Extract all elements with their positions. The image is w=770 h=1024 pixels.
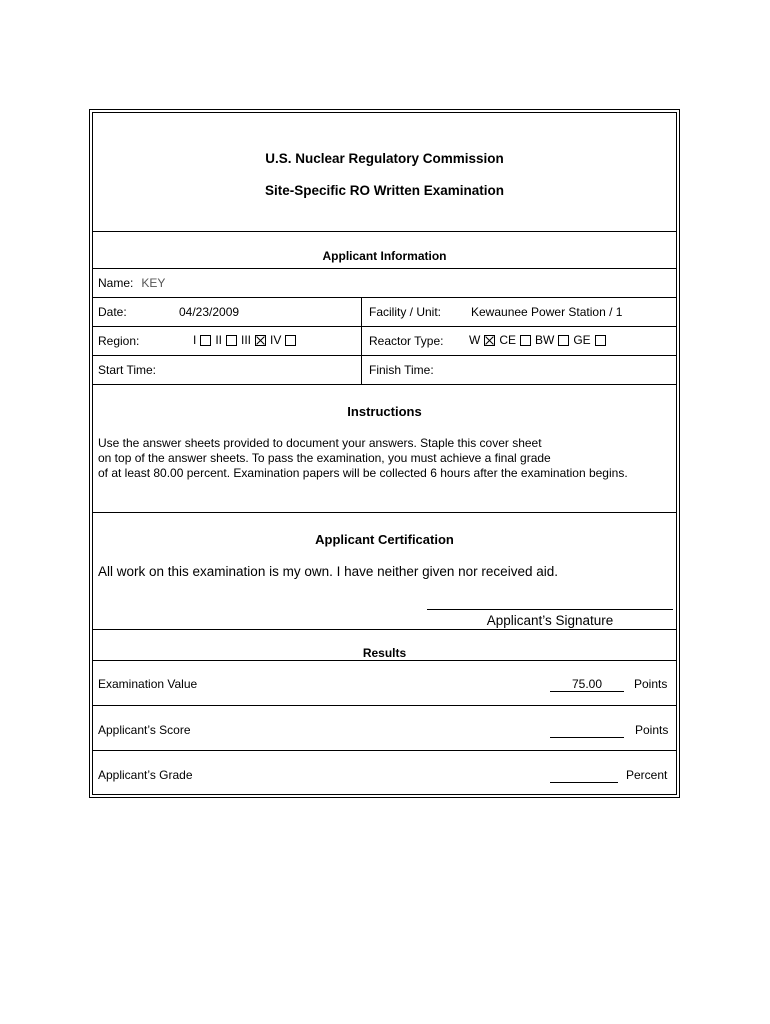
start-time-label: Start Time: [98,363,157,377]
region-iii-label: III [241,333,252,347]
region-i-label: I [193,333,197,347]
name-row [98,276,165,290]
reactor-type-options [469,333,610,347]
instructions-text [98,436,628,481]
exam-cover-sheet [89,109,680,798]
form-inner-border [92,112,677,795]
signature-line[interactable] [427,609,673,610]
signature-label: Applicant’s Signature [486,613,614,628]
region-ii-label: II [215,333,223,347]
exam-value-label: Examination Value [98,677,198,691]
instructions-heading: Instructions [347,404,422,419]
exam-value-field[interactable]: 75.00 [550,677,624,692]
date-label: Date: [98,305,127,319]
grade-unit: Percent [626,768,668,782]
score-field[interactable] [550,723,624,738]
instructions-line-1: Use the answer sheets provided to document your answers. Staple this cover sheet [98,436,542,450]
reactor-ge-label: GE [573,333,591,347]
region-iv-checkbox[interactable] [285,335,296,346]
finish-time-label: Finish Time: [369,363,434,377]
reactor-ce-checkbox[interactable] [520,335,531,346]
region-label: Region: [98,334,140,348]
reactor-bw-checkbox[interactable] [558,335,569,346]
region-iii-checkbox[interactable] [255,335,266,346]
results-heading: Results [362,646,407,660]
exam-value-unit: Points [634,677,668,691]
reactor-ce-label: CE [499,333,516,347]
certification-heading: Applicant Certification [315,532,454,547]
date-field[interactable]: 04/23/2009 [179,305,240,319]
name-field[interactable]: KEY [141,276,166,290]
reactor-ge-checkbox[interactable] [595,335,606,346]
grade-field[interactable] [550,768,618,783]
exam-title: Site-Specific RO Written Examination [264,183,505,198]
reactor-w-checkbox[interactable] [484,335,495,346]
region-iv-label: IV [270,333,282,347]
grade-label: Applicant’s Grade [98,768,193,782]
region-options [193,333,300,347]
agency-title: U.S. Nuclear Regulatory Commission [265,151,504,166]
name-label: Name: [98,276,134,290]
region-i-checkbox[interactable] [200,335,211,346]
instructions-line-3: of at least 80.00 percent. Examination papers will be collected 6 hours after the examination begins. [98,466,628,480]
instructions-line-2: on top of the answer sheets. To pass the examination, you must achieve a final grade [98,451,551,465]
score-unit: Points [635,723,669,737]
reactor-bw-label: BW [535,333,555,347]
applicant-info-heading: Applicant Information [322,249,447,263]
facility-label: Facility / Unit: [369,305,442,319]
certification-statement: All work on this examination is my own. I have neither given nor received aid. [98,564,558,579]
region-ii-checkbox[interactable] [226,335,237,346]
score-label: Applicant’s Score [98,723,191,737]
reactor-type-label: Reactor Type: [369,334,444,348]
reactor-w-label: W [469,333,481,347]
facility-field[interactable]: Kewaunee Power Station / 1 [471,305,623,319]
